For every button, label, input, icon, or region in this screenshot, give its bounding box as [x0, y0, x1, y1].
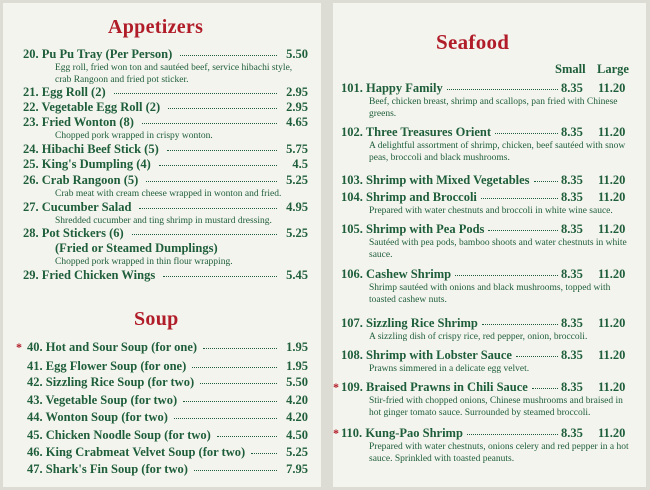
item-title: Pot Stickers (6): [41, 226, 124, 240]
item-price: 4.95: [286, 200, 308, 214]
menu-item: [3, 47, 321, 85]
item-name: 28. Pot Stickers (6): [23, 226, 124, 240]
item-price-large: 11.20: [598, 173, 626, 187]
item-title: Crab Rangoon (5): [41, 173, 139, 187]
leader-dots: [447, 89, 558, 90]
item-title: Shrimp and Broccoli: [366, 190, 477, 204]
item-price-large: 11.20: [598, 190, 626, 204]
item-price: 5.50: [286, 375, 308, 389]
item-title: Three Treasures Orient: [365, 125, 492, 139]
item-title: King's Dumpling (4): [41, 157, 151, 171]
item-title: Hibachi Beef Stick (5): [41, 142, 159, 156]
item-title: Shrimp with Pea Pods: [366, 222, 485, 236]
item-title: Cashew Shrimp: [366, 267, 452, 281]
item-description: A sizzling dish of crispy rice, red pepper, onion, broccoli.: [369, 332, 588, 342]
large-column-header: Large: [597, 62, 629, 76]
item-title: Pu Pu Tray (Per Person): [41, 47, 173, 61]
leader-dots: [455, 275, 558, 276]
leader-dots: [167, 150, 277, 151]
item-price: 5.45: [286, 268, 308, 282]
menu-item: [333, 348, 646, 374]
leader-dots: [481, 198, 558, 199]
leader-dots: [159, 165, 277, 166]
menu-item: [3, 200, 321, 226]
item-name: 104. Shrimp and Broccoli: [341, 190, 477, 204]
item-name: 22. Vegetable Egg Roll (2): [23, 100, 161, 114]
item-title: Vegetable Egg Roll (2): [41, 100, 161, 114]
item-price-small: 8.35: [561, 316, 583, 330]
item-description: Shrimp sautéed with onions and black mushrooms, topped with toasted cashew nuts.: [369, 283, 611, 305]
menu-item: [3, 445, 321, 459]
item-extra: (Fried or Steamed Dumplings): [55, 241, 218, 255]
item-name: 108. Shrimp with Lobster Sauce: [341, 348, 512, 362]
menu-item: [3, 359, 321, 373]
menu-item: [3, 142, 321, 156]
item-name: 106. Cashew Shrimp: [341, 267, 452, 281]
item-name: 107. Sizzling Rice Shrimp: [341, 316, 478, 330]
menu-item: [333, 222, 646, 260]
item-title: Shark's Fin Soup (for two): [45, 462, 188, 476]
item-price-small: 8.35: [561, 348, 583, 362]
item-price: 7.95: [286, 462, 308, 476]
menu-item: [3, 100, 321, 114]
item-price-large: 11.20: [598, 316, 626, 330]
item-description: Chopped pork wrapped in crispy wonton.: [55, 131, 213, 141]
item-description: Egg roll, fried won ton and sautéed beef, service hibachi style, crab Rangoon and fried pot sticker.: [55, 63, 293, 85]
item-title: Braised Prawns in Chili Sauce: [366, 380, 528, 394]
menu-item: [333, 380, 646, 418]
item-description: Sautéed with pea pods, bamboo shoots and water chestnuts in white sauce.: [369, 238, 627, 260]
item-title: Fried Chicken Wings: [41, 268, 156, 282]
item-price: 5.25: [286, 226, 308, 240]
leader-dots: [142, 123, 277, 124]
leader-dots: [516, 356, 558, 357]
item-title: Sizzling Rice Shrimp: [366, 316, 478, 330]
small-column-header: Small: [555, 62, 586, 76]
item-description: Crab meat with cream cheese wrapped in wonton and fried.: [55, 189, 282, 199]
item-price: 2.95: [286, 85, 308, 99]
leader-dots: [495, 133, 558, 134]
leader-dots: [203, 348, 277, 349]
item-title: Chicken Noodle Soup (for two): [45, 428, 211, 442]
leader-dots: [163, 276, 277, 277]
appetizers-title: Appetizers: [108, 16, 204, 38]
leader-dots: [174, 418, 277, 419]
menu-item: [3, 340, 321, 354]
leader-dots: [146, 181, 277, 182]
item-name: 29. Fried Chicken Wings: [23, 268, 156, 282]
leader-dots: [132, 234, 277, 235]
item-name: 40. Hot and Sour Soup (for one): [27, 340, 198, 354]
leader-dots: [139, 208, 277, 209]
item-price-large: 11.20: [598, 348, 626, 362]
item-price-large: 11.20: [598, 222, 626, 236]
item-title: Egg Flower Soup (for one): [45, 359, 187, 373]
item-title: Wonton Soup (for two): [45, 410, 168, 424]
item-name: 43. Vegetable Soup (for two): [27, 393, 178, 407]
item-name: 101. Happy Family: [341, 81, 443, 95]
item-title: Shrimp with Lobster Sauce: [366, 348, 512, 362]
leader-dots: [200, 383, 277, 384]
item-name: 26. Crab Rangoon (5): [23, 173, 139, 187]
leader-dots: [251, 453, 277, 454]
item-price: 4.20: [286, 393, 308, 407]
item-name: 46. King Crabmeat Velvet Soup (for two): [27, 445, 246, 459]
item-name: 110. Kung-Pao Shrimp: [341, 426, 463, 440]
leader-dots: [488, 230, 558, 231]
menu-item: [333, 125, 646, 163]
menu-item: [3, 85, 321, 99]
menu-item: [3, 226, 321, 267]
item-description: Prepared with water chestnuts, onions celery and red pepper in a hot sauce. Sprinkled with toasted peanuts.: [369, 442, 629, 464]
item-price-small: 8.35: [561, 380, 583, 394]
right-menu-panel: [333, 3, 646, 487]
item-title: Hot and Sour Soup (for one): [45, 340, 198, 354]
leader-dots: [534, 181, 558, 182]
leader-dots: [168, 108, 277, 109]
menu-item: [333, 316, 646, 342]
soup-title: Soup: [134, 308, 179, 330]
item-name: 20. Pu Pu Tray (Per Person): [23, 47, 173, 61]
item-price: 4.50: [286, 428, 308, 442]
leader-dots: [467, 434, 558, 435]
item-title: Fried Wonton (8): [41, 115, 134, 129]
item-description: Prepared with water chestnuts and broccoli in white wine sauce.: [369, 206, 613, 216]
leader-dots: [192, 367, 277, 368]
item-price-small: 8.35: [561, 125, 583, 139]
menu-item: [3, 393, 321, 407]
leader-dots: [194, 470, 277, 471]
item-name: 42. Sizzling Rice Soup (for two): [27, 375, 195, 389]
item-title: Kung-Pao Shrimp: [365, 426, 463, 440]
leader-dots: [183, 401, 277, 402]
item-price-small: 8.35: [561, 267, 583, 281]
item-name: 109. Braised Prawns in Chili Sauce: [341, 380, 528, 394]
item-title: King Crabmeat Velvet Soup (for two): [45, 445, 246, 459]
item-price-small: 8.35: [561, 173, 583, 187]
item-name: 44. Wonton Soup (for two): [27, 410, 168, 424]
spicy-marker: *: [333, 426, 339, 440]
item-description: Shredded cucumber and ting shrimp in mustard dressing.: [55, 216, 272, 226]
menu-item: [3, 428, 321, 442]
item-price: 4.20: [286, 410, 308, 424]
item-title: Sizzling Rice Soup (for two): [45, 375, 195, 389]
menu-item: [3, 115, 321, 141]
menu-item: [333, 190, 646, 216]
item-price: 2.95: [286, 100, 308, 114]
item-title: Egg Roll (2): [41, 85, 106, 99]
item-price: 5.50: [286, 47, 308, 61]
item-name: 23. Fried Wonton (8): [23, 115, 134, 129]
item-name: 45. Chicken Noodle Soup (for two): [27, 428, 211, 442]
item-price-small: 8.35: [561, 190, 583, 204]
menu-item: [3, 410, 321, 424]
menu-item: [3, 173, 321, 199]
menu-item: [333, 426, 646, 464]
item-price-large: 11.20: [598, 380, 626, 394]
leader-dots: [180, 55, 277, 56]
spicy-marker: *: [333, 380, 339, 394]
item-price: 1.95: [286, 340, 308, 354]
item-price-small: 8.35: [561, 81, 583, 95]
item-title: Vegetable Soup (for two): [45, 393, 178, 407]
item-price-large: 11.20: [598, 426, 626, 440]
item-name: 102. Three Treasures Orient: [341, 125, 492, 139]
item-price-large: 11.20: [598, 125, 626, 139]
item-name: 47. Shark's Fin Soup (for two): [27, 462, 188, 476]
item-price: 1.95: [286, 359, 308, 373]
menu-item: [3, 268, 321, 282]
item-price: 5.25: [286, 173, 308, 187]
item-description: Chopped pork wrapped in thin flour wrapping.: [55, 257, 233, 267]
item-name: 27. Cucumber Salad: [23, 200, 132, 214]
menu-item: [333, 267, 646, 305]
item-description: Prawns simmered in a delicate egg velvet.: [369, 364, 530, 374]
menu-item: [333, 173, 646, 187]
leader-dots: [482, 324, 558, 325]
item-name: 105. Shrimp with Pea Pods: [341, 222, 485, 236]
seafood-title: Seafood: [436, 30, 510, 54]
spicy-marker: *: [16, 340, 22, 354]
item-price-large: 11.20: [598, 267, 626, 281]
item-name: 25. King's Dumpling (4): [23, 157, 151, 171]
leader-dots: [532, 388, 558, 389]
item-price-small: 8.35: [561, 222, 583, 236]
menu-item: [3, 157, 321, 171]
item-name: 21. Egg Roll (2): [23, 85, 106, 99]
item-price-large: 11.20: [598, 81, 626, 95]
item-title: Shrimp with Mixed Vegetables: [366, 173, 530, 187]
leader-dots: [217, 436, 277, 437]
item-description: A delightful assortment of shrimp, chicken, beef sautéed with snow peas, broccoli and black mushrooms.: [369, 141, 626, 163]
left-menu-panel: [3, 3, 321, 487]
item-price: 4.65: [286, 115, 308, 129]
item-name: 41. Egg Flower Soup (for one): [27, 359, 187, 373]
menu-item: [3, 375, 321, 389]
item-description: Beef, chicken breast, shrimp and scallops, pan fried with Chinese greens.: [369, 97, 618, 119]
item-description: Stir-fried with chopped onions, Chinese mushrooms and braised in hot ginger tomato sauce. Surrounded by steamed broccoli.: [369, 396, 623, 418]
menu-item: [333, 81, 646, 119]
menu-item: [3, 462, 321, 476]
item-price: 5.25: [286, 445, 308, 459]
item-name: 24. Hibachi Beef Stick (5): [23, 142, 159, 156]
item-price: 5.75: [286, 142, 308, 156]
item-title: Cucumber Salad: [41, 200, 132, 214]
item-name: 103. Shrimp with Mixed Vegetables: [341, 173, 530, 187]
leader-dots: [114, 93, 277, 94]
item-price-small: 8.35: [561, 426, 583, 440]
item-title: Happy Family: [366, 81, 443, 95]
item-price: 4.5: [292, 157, 308, 171]
